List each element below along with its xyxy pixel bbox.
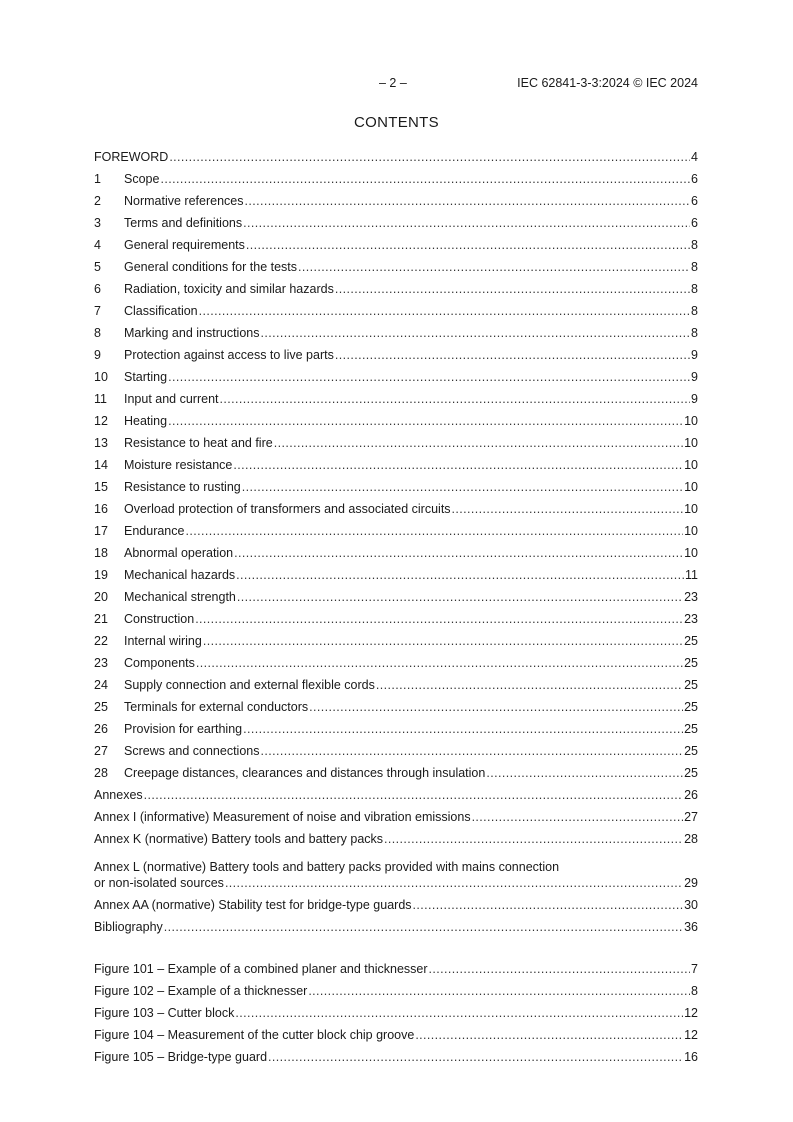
toc-entry-page: 25 <box>684 766 698 780</box>
toc-entry-number: 1 <box>94 172 101 186</box>
toc-entry-label: Internal wiring <box>124 634 202 648</box>
figure-entry-page: 12 <box>684 1028 698 1042</box>
toc-entry[interactable] <box>94 165 698 187</box>
toc-entry-label: Endurance <box>124 524 185 538</box>
toc-entry-label: Resistance to rusting <box>124 480 241 494</box>
toc-entry-number: 14 <box>94 458 108 472</box>
toc-entry[interactable] <box>94 253 698 275</box>
toc-entry-page: 10 <box>684 458 698 472</box>
toc-entry-number: 7 <box>94 304 101 318</box>
figure-entry-label: Figure 103 – Cutter block <box>94 1006 235 1020</box>
document-id: IEC 62841-3-3:2024 © IEC 2024 <box>517 76 698 90</box>
toc-entry-label: Annexes <box>94 788 143 802</box>
toc-entry-number: 5 <box>94 260 101 274</box>
toc-entry-label: General conditions for the tests <box>124 260 298 274</box>
toc-entry-number: 11 <box>94 392 107 406</box>
toc-entry-label: Terms and definitions <box>124 216 243 230</box>
toc-entry-page: 30 <box>684 898 698 912</box>
toc-entry-page: 10 <box>684 480 698 494</box>
toc-entry-page: 9 <box>691 370 698 384</box>
toc-entry[interactable] <box>94 143 698 165</box>
toc-entry[interactable] <box>94 539 698 561</box>
toc-entry-page: 26 <box>684 788 698 802</box>
toc-entry-label: Annex I (informative) Measurement of noise and vibration emissions <box>94 810 471 824</box>
toc-entry[interactable] <box>94 693 698 715</box>
toc-entry-label: Supply connection and external flexible cords <box>124 678 375 692</box>
toc-entry-annexes[interactable] <box>94 781 698 803</box>
toc-entry[interactable] <box>94 605 698 627</box>
toc-entry-page: 27 <box>684 810 698 824</box>
toc-entry-page: 10 <box>684 414 698 428</box>
toc-entry[interactable] <box>94 319 698 341</box>
toc-entry-label: Bibliography <box>94 920 163 934</box>
toc-entry-label: Moisture resistance <box>124 458 233 472</box>
toc-entry-page: 36 <box>684 920 698 934</box>
toc-entry[interactable] <box>94 671 698 693</box>
toc-entry-page: 6 <box>691 216 698 230</box>
toc-entry-label: Components <box>124 656 195 670</box>
toc-entry-label: Annex AA (normative) Stability test for bridge-type guards <box>94 898 412 912</box>
toc-entry-label: FOREWORD <box>94 150 169 164</box>
toc-entry-label: Mechanical strength <box>124 590 236 604</box>
toc-entry-page: 8 <box>691 326 698 340</box>
toc-entry-page: 25 <box>684 744 698 758</box>
toc-entry-bibliography[interactable] <box>94 913 698 935</box>
toc-entry-number: 22 <box>94 634 108 648</box>
contents-title: CONTENTS <box>354 114 439 131</box>
toc-entry[interactable] <box>94 209 698 231</box>
page-number: – 2 – <box>379 76 407 90</box>
toc-entry-label: Starting <box>124 370 168 384</box>
toc-entry-page: 8 <box>691 304 698 318</box>
toc-entry-number: 18 <box>94 546 108 560</box>
toc-entry-page: 9 <box>691 348 698 362</box>
toc-entry-label: Overload protection of transformers and associated circuits <box>124 502 451 516</box>
toc-entry[interactable] <box>94 495 698 517</box>
figure-entry[interactable] <box>94 1043 698 1065</box>
toc-entry-annex-l[interactable] <box>94 847 698 891</box>
toc-entry-page: 25 <box>684 634 698 648</box>
toc-entry-number: 26 <box>94 722 108 736</box>
figure-entry[interactable] <box>94 977 698 999</box>
toc-entry-label: Construction <box>124 612 195 626</box>
toc-entry-page: 10 <box>684 546 698 560</box>
toc-entry-number: 4 <box>94 238 101 252</box>
toc-entry-page: 29 <box>684 876 698 890</box>
toc-entry[interactable] <box>94 407 698 429</box>
figure-entry-label: Figure 105 – Bridge-type guard <box>94 1050 268 1064</box>
toc-entry[interactable] <box>94 627 698 649</box>
toc-entry-label: Heating <box>124 414 168 428</box>
toc-entry-number: 28 <box>94 766 108 780</box>
toc-entry-page: 25 <box>684 656 698 670</box>
page-header <box>0 76 793 92</box>
toc-entry[interactable] <box>94 275 698 297</box>
toc-entry-number: 19 <box>94 568 108 582</box>
toc-entry[interactable] <box>94 451 698 473</box>
toc-entry-number: 23 <box>94 656 108 670</box>
toc-entry-number: 8 <box>94 326 101 340</box>
toc-entry-page: 8 <box>691 260 698 274</box>
toc-entry[interactable] <box>94 517 698 539</box>
toc-entry-page: 6 <box>691 194 698 208</box>
toc-entry[interactable] <box>94 341 698 363</box>
toc-entry-number: 20 <box>94 590 108 604</box>
toc-entry[interactable] <box>94 737 698 759</box>
toc-entry-number: 2 <box>94 194 101 208</box>
figure-entry-label: Figure 101 – Example of a combined planer and thicknesser <box>94 962 428 976</box>
toc-entry-label: Resistance to heat and fire <box>124 436 273 450</box>
toc-entry-number: 9 <box>94 348 101 362</box>
toc-entry-label: Provision for earthing <box>124 722 243 736</box>
toc-entry-number: 17 <box>94 524 108 538</box>
toc-entry-number: 21 <box>94 612 108 626</box>
toc-entry-number: 15 <box>94 480 108 494</box>
figure-entry[interactable] <box>94 955 698 977</box>
toc-entry-label: Marking and instructions <box>124 326 260 340</box>
toc-entry-label: Terminals for external conductors <box>124 700 309 714</box>
toc-entry-number: 6 <box>94 282 101 296</box>
figure-entry-label: Figure 104 – Measurement of the cutter block chip groove <box>94 1028 415 1042</box>
toc-entry[interactable] <box>94 649 698 671</box>
toc-entry-page: 10 <box>684 502 698 516</box>
toc-entry-page: 11 <box>685 568 698 582</box>
toc-entry-label: Scope <box>124 172 160 186</box>
toc-entry-label: Annex K (normative) Battery tools and battery packs <box>94 832 384 846</box>
toc-entry-page: 6 <box>691 172 698 186</box>
toc-entry-annex-aa[interactable] <box>94 891 698 913</box>
toc-entry-number: 24 <box>94 678 108 692</box>
toc-entry-label: Input and current <box>124 392 219 406</box>
toc-entry-label: General requirements <box>124 238 245 252</box>
toc-entry[interactable] <box>94 187 698 209</box>
toc-entry[interactable] <box>94 363 698 385</box>
toc-entry-page: 23 <box>684 590 698 604</box>
toc-entry-number: 10 <box>94 370 108 384</box>
toc-entry-page: 10 <box>684 436 698 450</box>
toc-entry-page: 28 <box>684 832 698 846</box>
toc-entry[interactable] <box>94 583 698 605</box>
toc-entry-annex-i[interactable] <box>94 803 698 825</box>
toc-entry-annex-k[interactable] <box>94 825 698 847</box>
toc-entry-label: Abnormal operation <box>124 546 234 560</box>
toc-entry-label: Radiation, toxicity and similar hazards <box>124 282 334 296</box>
toc-entry-page: 8 <box>691 238 698 252</box>
figure-entry-page: 12 <box>684 1006 698 1020</box>
toc-entry-label-line2: or non-isolated sources <box>94 876 224 890</box>
table-of-contents <box>94 143 698 1065</box>
toc-entry[interactable] <box>94 231 698 253</box>
toc-entry-page: 23 <box>684 612 698 626</box>
toc-entry-page: 10 <box>684 524 698 538</box>
figure-entry[interactable] <box>94 999 698 1021</box>
figure-entry-label: Figure 102 – Example of a thicknesser <box>94 984 308 998</box>
toc-entry-number: 25 <box>94 700 108 714</box>
toc-entry-label: Screws and connections <box>124 744 260 758</box>
toc-entry[interactable] <box>94 561 698 583</box>
figure-entry-page: 16 <box>684 1050 698 1064</box>
toc-entry-label-line1: Annex L (normative) Battery tools and battery packs provided with mains connection <box>94 860 560 874</box>
toc-entry[interactable] <box>94 759 698 781</box>
toc-entry-number: 27 <box>94 744 108 758</box>
toc-entry[interactable] <box>94 385 698 407</box>
toc-entry[interactable] <box>94 297 698 319</box>
toc-entry-page: 4 <box>691 150 698 164</box>
toc-entry-page: 9 <box>691 392 698 406</box>
toc-entry-label: Classification <box>124 304 198 318</box>
toc-entry-page: 8 <box>691 282 698 296</box>
toc-entry-label: Mechanical hazards <box>124 568 236 582</box>
toc-entry-number: 16 <box>94 502 108 516</box>
toc-entry-number: 13 <box>94 436 108 450</box>
toc-entry-label: Creepage distances, clearances and distances through insulation <box>124 766 486 780</box>
toc-entry[interactable] <box>94 715 698 737</box>
toc-entry-number: 12 <box>94 414 108 428</box>
toc-entry-number: 3 <box>94 216 101 230</box>
toc-entry-label: Protection against access to live parts <box>124 348 334 362</box>
toc-entry[interactable] <box>94 473 698 495</box>
figure-entry-page: 7 <box>691 962 698 976</box>
toc-entry[interactable] <box>94 429 698 451</box>
figure-entry-page: 8 <box>691 984 698 998</box>
figure-entry[interactable] <box>94 1021 698 1043</box>
toc-entry-label: Normative references <box>124 194 244 208</box>
toc-entry-page: 25 <box>684 678 698 692</box>
toc-entry-page: 25 <box>684 700 698 714</box>
toc-entry-page: 25 <box>684 722 698 736</box>
